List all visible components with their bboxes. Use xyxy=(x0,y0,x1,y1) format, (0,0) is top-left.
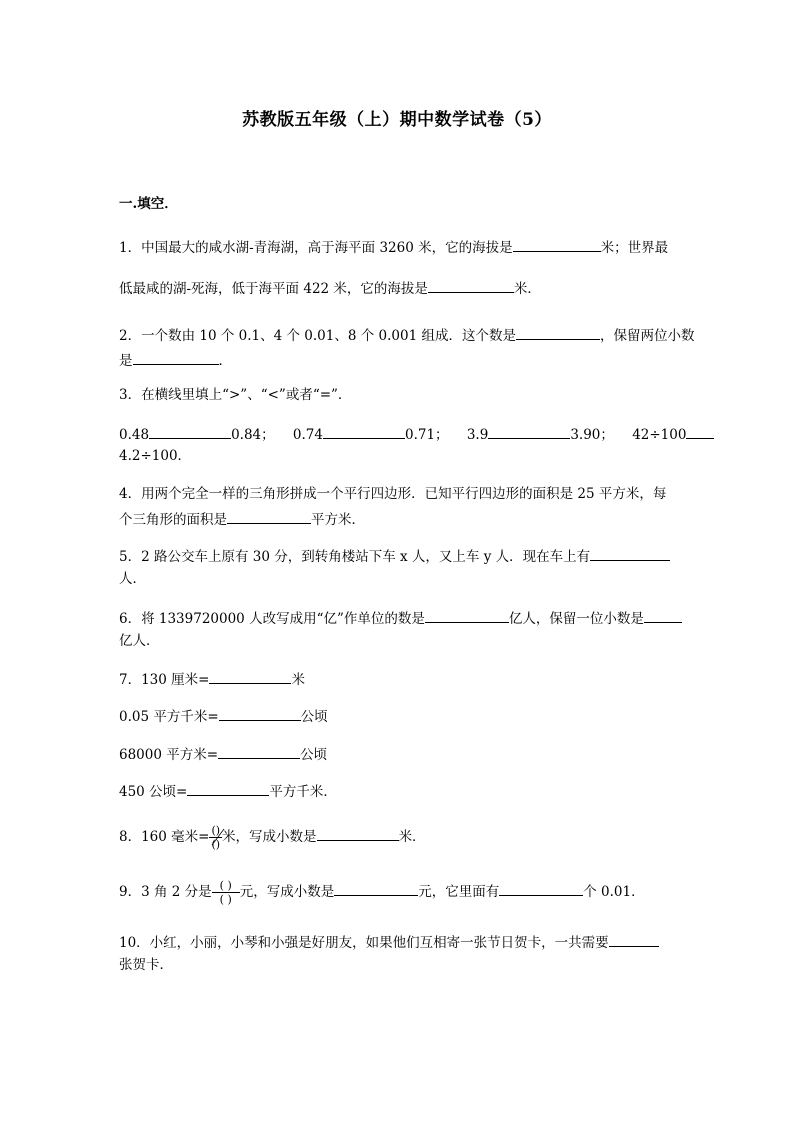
q7-text-b1: 0.05 平方千米= xyxy=(119,709,219,725)
question-7-line-4 xyxy=(119,780,337,802)
q7-text-a2: 米 xyxy=(291,672,305,688)
compare-4-left: 42÷100 xyxy=(632,427,687,443)
q2-text-b: ，保留两位小数 xyxy=(599,328,695,344)
q2-text-a: 2．一个数由 10 个 0.1、4 个 0.01、8 个 0.001 组成．这个数是 xyxy=(119,328,516,344)
q4-text-c: 平方米． xyxy=(311,512,365,528)
answer-blank[interactable] xyxy=(149,423,231,439)
answer-blank[interactable] xyxy=(609,931,659,947)
q7-text-c1: 68000 平方米= xyxy=(119,747,219,763)
q8-text-c: 米． xyxy=(398,829,426,845)
q7-text-d2: 平方千米． xyxy=(269,784,337,800)
question-3-continuation xyxy=(119,446,191,466)
answer-blank[interactable] xyxy=(513,236,601,252)
question-2-line-1 xyxy=(119,324,694,346)
answer-blank[interactable] xyxy=(425,607,509,623)
fraction-denominator[interactable]: ( ) xyxy=(219,893,232,906)
q8-text-a: 8．160 毫米= xyxy=(119,829,210,845)
question-1-line-2 xyxy=(119,277,541,299)
answer-blank[interactable] xyxy=(644,607,682,623)
answer-blank[interactable] xyxy=(133,349,219,365)
question-7-line-2 xyxy=(119,705,328,727)
question-4-line-1: 4．用两个完全一样的三角形拼成一个平行四边形．已知平行四边形的面积是 25 平方米，每 xyxy=(119,486,667,502)
q6-text-b: 亿人，保留一位小数是 xyxy=(508,611,644,627)
compare-2-left: 0.74 xyxy=(292,427,323,443)
q5-text-a: 5．2 路公交车上原有 30 分，到转角楼站下车 x 人，又上车 y 人．现在车上有 xyxy=(119,549,591,565)
q8-text-b: 米，写成小数是 xyxy=(222,829,317,845)
question-4-line-2 xyxy=(119,508,365,530)
slash-mark xyxy=(210,828,226,846)
question-5-line-1 xyxy=(119,545,670,567)
answer-blank[interactable] xyxy=(317,825,399,841)
question-2-line-2 xyxy=(119,349,232,371)
answer-blank[interactable] xyxy=(590,545,670,561)
fraction-denominator[interactable]: () xyxy=(211,838,221,851)
q2-text-d: ． xyxy=(218,353,232,369)
answer-blank[interactable] xyxy=(516,324,600,340)
section-heading: 一.填空． xyxy=(119,196,178,212)
fraction xyxy=(212,880,240,905)
question-1-line-1 xyxy=(119,236,668,258)
answer-blank[interactable] xyxy=(334,880,418,896)
q9-text-a: 9．3 角 2 分是 xyxy=(119,884,212,900)
compare-1-left: 0.48 xyxy=(119,427,150,443)
question-6-line-2: 亿人． xyxy=(119,633,160,649)
question-3-instruction: 3．在横线里填上“>”、“<”或者“=”． xyxy=(119,387,352,403)
q1-text-b: 米；世界最 xyxy=(600,240,669,256)
question-10-line-2: 张贺卡． xyxy=(119,957,173,973)
q7-text-a1: 7．130 厘米= xyxy=(119,672,210,688)
answer-blank[interactable] xyxy=(209,668,291,684)
answer-blank[interactable] xyxy=(499,880,583,896)
compare-3-right: 3.90； xyxy=(570,427,614,443)
q6-text-a: 6．将 1339720000 人改写成用“亿”作单位的数是 xyxy=(119,611,425,627)
q1-text-c: 低最咸的湖-死海，低于海平面 422 米，它的海拔是 xyxy=(119,281,428,297)
answer-blank[interactable] xyxy=(227,508,311,524)
q2-text-c: 是 xyxy=(119,353,133,369)
q9-text-b: 元，写成小数是 xyxy=(239,884,335,900)
compare-2-right: 0.71； xyxy=(404,427,449,443)
answer-blank[interactable] xyxy=(187,780,269,796)
question-6-line-1 xyxy=(119,607,682,629)
compare-4-right: 4.2÷100． xyxy=(119,448,192,464)
q7-text-b2: 公顷 xyxy=(300,709,328,725)
compare-3-left: 3.9 xyxy=(466,427,489,443)
q4-text-b: 个三角形的面积是 xyxy=(119,512,227,528)
fraction xyxy=(209,825,222,850)
answer-blank[interactable] xyxy=(219,705,301,721)
question-7-line-3 xyxy=(119,743,327,765)
fraction-numerator[interactable]: ( ) xyxy=(219,879,232,892)
question-5-line-2: 人． xyxy=(119,571,146,587)
answer-blank[interactable] xyxy=(488,423,570,439)
q7-text-c2: 公顷 xyxy=(300,747,328,763)
q7-text-d1: 450 公顷= xyxy=(119,784,188,800)
page-title: 苏教版五年级（上）期中数学试卷（5） xyxy=(242,110,552,130)
q9-text-c: 元，它里面有 xyxy=(418,884,500,900)
answer-blank[interactable] xyxy=(428,277,514,293)
q1-text-a: 1．中国最大的咸水湖-青海湖，高于海平面 3260 米，它的海拔是 xyxy=(119,240,513,256)
question-10-line-1 xyxy=(119,931,659,953)
compare-1-right: 0.84； xyxy=(231,427,275,443)
answer-blank[interactable] xyxy=(686,423,714,439)
question-8 xyxy=(119,825,426,850)
q10-text-a: 10．小红，小丽，小琴和小强是好朋友，如果他们互相寄一张节日贺卡，一共需要 xyxy=(119,935,609,951)
question-3-comparisons xyxy=(119,423,714,445)
question-7-line-1 xyxy=(119,668,305,690)
answer-blank[interactable] xyxy=(323,423,405,439)
q1-text-d: 米． xyxy=(513,281,541,297)
q9-text-d: 个 0.01． xyxy=(583,884,645,900)
answer-blank[interactable] xyxy=(218,743,300,759)
fraction-numerator[interactable]: () xyxy=(211,824,221,837)
question-9 xyxy=(119,880,645,905)
